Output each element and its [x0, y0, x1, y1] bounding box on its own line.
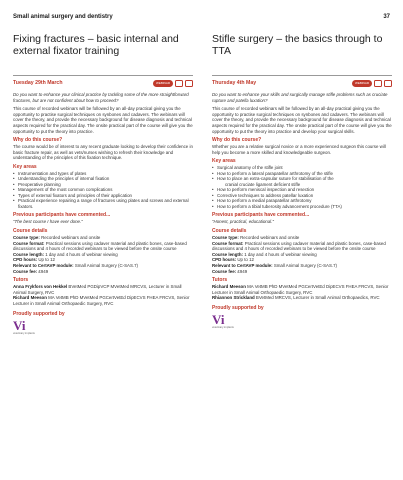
previous-participants-heading: Previous participants have commented...	[13, 212, 111, 219]
list-item: • Management of the most common complications	[13, 187, 193, 193]
key-areas-heading: Key areas	[13, 163, 37, 170]
sponsor-text: veterinary implants	[212, 325, 234, 329]
sponsor-mark: Vi	[13, 317, 26, 333]
list-item: • Corrective techniques to address patellar luxation	[212, 193, 392, 199]
tutor-entry: Rhiannon Strickland BVetMed MRCVS, Lecturer in Small Animal Orthopaedics, RVC	[212, 295, 380, 301]
sponsor-logo	[13, 319, 53, 337]
detail-row: Relevant to CertAVP module: Small Animal Surgery (C-SAS.7)	[212, 262, 338, 268]
list-item: • How to perform a medial parapatellar arthrotomy	[212, 198, 392, 204]
key-areas-heading: Key areas	[212, 158, 236, 165]
course-details-heading: Course details	[212, 227, 247, 234]
why-heading: Why do this course?	[13, 137, 63, 144]
participant-quote: "Honest, practical, educational."	[212, 219, 274, 225]
practical-icon	[384, 80, 392, 87]
support-heading: Proudly supported by	[13, 310, 65, 317]
detail-row: Relevant to CertAVP module: Small Animal Surgery (C-SAS.7)	[13, 263, 139, 268]
list-item: • How to place an extra-capsular suture for stabilisation of the	[212, 176, 392, 182]
support-heading: Proudly supported by	[212, 304, 264, 311]
list-item: • Preoperative planning	[13, 182, 193, 188]
sponsor-text: veterinary implants	[13, 331, 35, 335]
course-title: Stifle surgery – the basics through to TTA	[212, 33, 383, 57]
list-item: • How to perform meniscal inspection and resection	[212, 187, 392, 193]
tutor-entry: Anna Frykfors von Hekkel BVetMed PGDipVCP MVetMed MRCVS, Lecturer in Small Animal Surgery, RVC	[13, 284, 182, 295]
previous-participants-heading: Previous participants have commented...	[212, 212, 310, 219]
list-item: • How to perform a tibial tuberosity advancement procedure (TTA)	[212, 204, 392, 210]
why-text: The course would be of interest to any recent graduate looking to develop their confidence in basic fracture repair, as well as vets/nurses wishing to refresh their knowledge and understanding of the principles of this fixation technique.	[13, 144, 193, 161]
key-areas-list	[13, 171, 193, 210]
detail-row: Course type: Recorded webinars and onsite	[212, 234, 300, 240]
practical-icon	[185, 80, 193, 87]
detail-row: Course type: Recorded webinars and onsite	[13, 235, 101, 241]
list-item: • Instrumentation and types of plates	[13, 171, 193, 177]
detail-row: CPD hours: Up to 12	[13, 257, 55, 263]
screen-icon	[374, 80, 382, 87]
page-number: 37	[383, 14, 390, 20]
format-icons	[153, 80, 193, 87]
format-icons	[352, 80, 392, 87]
course-left	[13, 33, 193, 337]
course-intro: Do you want to enhance your clinical practice by tackling some of the more straightforward fractures, but are not confident about how to proceed?	[13, 92, 189, 103]
course-date: Tuesday 29th March	[13, 80, 63, 86]
list-item: • Types of external fixators and principles of their application	[13, 193, 193, 199]
tutors-heading: Tutors	[212, 277, 228, 284]
list-item: • Surgical anatomy of the stifle joint	[212, 165, 392, 171]
detail-row: Course format: Practical sessions using cadaver material and plastic bones, case-based discussions and 4 hours of recorded webinars to be viewed before the onsite course	[13, 240, 187, 252]
detail-row: Course length: 1 day and 4 hours of webinar viewing	[212, 251, 317, 257]
course-details-heading: Course details	[13, 228, 48, 235]
course-description: This course of recorded webinars will be followed by an all-day practical giving you the opportunity to practise surgical techniques on synbones and cadavers. The webinars will cover the theory, and provide the necessary background for disease diagnosis and technical aspects required for the practical day. The onsite practical part of the course will give you the opportunity to put the theory into practice and develop your surgical skills.	[212, 106, 392, 134]
detail-row: Course fee: £949	[13, 268, 49, 274]
participant-quote: "The best course I have ever done."	[13, 219, 83, 225]
course-description: This course of recorded webinars will be followed by an all-day practical giving you the opportunity to practise surgical techniques on synbones and cadavers. The webinars will cover the theory, and provide the necessary background for disease diagnosis and technical aspects required for the practical day. The onsite practical part of the course will give you the opportunity to put the theory into practice.	[13, 106, 193, 134]
tutor-entry: Richard Meeson MA VetMB PhD MVetMed PGCertVetEd DipECVS FHEA FRCVS, Senior Lecturer in Small Animal Orthopaedic Surgery, RVC	[212, 284, 389, 295]
detail-row: Course format: Practical sessions using cadaver material and plastic bones, case-based discussions and 4 hours of recorded webinars to be viewed before the onsite course	[212, 240, 386, 252]
sponsor-logo	[212, 313, 252, 331]
why-text: Whether you are a relative surgical novice or a more experienced surgeon this course will help you become a more skilled and knowledgeable surgeon.	[212, 144, 386, 155]
tutors-heading: Tutors	[13, 277, 29, 284]
date-row	[212, 75, 392, 90]
why-heading: Why do this course?	[212, 137, 262, 144]
date-row	[13, 75, 193, 90]
key-areas-list	[212, 165, 392, 209]
screen-icon	[175, 80, 183, 87]
list-item: • Practical experience repairing a range of fractures using plates and screws and external fixators.	[13, 198, 193, 209]
course-intro: Do you want to enhance your skills and surgically manage stifle problems such as cruciate rupture and patella luxation?	[212, 92, 388, 103]
course-date: Thursday 4th May	[212, 80, 257, 86]
webinar-badge: WEBINAR	[153, 80, 173, 87]
detail-row: CPD hours: Up to 12	[212, 257, 254, 263]
course-title: Fixing fractures – basic internal and external fixator training	[13, 33, 179, 57]
page-header	[13, 14, 390, 23]
sponsor-mark: Vi	[212, 311, 225, 327]
course-right	[212, 33, 392, 331]
webinar-badge: WEBINAR	[352, 80, 372, 87]
tutor-entry: Richard Meeson MA VetMB PhD MVetMed PGCertVetEd DipECVS FHEA FRCVS, Senior Lecturer in Small Animal Orthopaedic Surgery, RVC	[13, 295, 190, 306]
section-title: Small animal surgery and dentistry	[13, 14, 113, 20]
detail-row: Course length: 1 day and 4 hours of webinar viewing	[13, 251, 118, 257]
list-item: • Understanding the principles of internal fixation	[13, 176, 193, 182]
list-item: • How to perform a lateral parapatellar arthrotomy of the stifle	[212, 171, 392, 177]
list-item-continuation: cranial cruciate ligament deficient stifle	[225, 181, 301, 187]
detail-row: Course fee: £949	[212, 268, 248, 274]
